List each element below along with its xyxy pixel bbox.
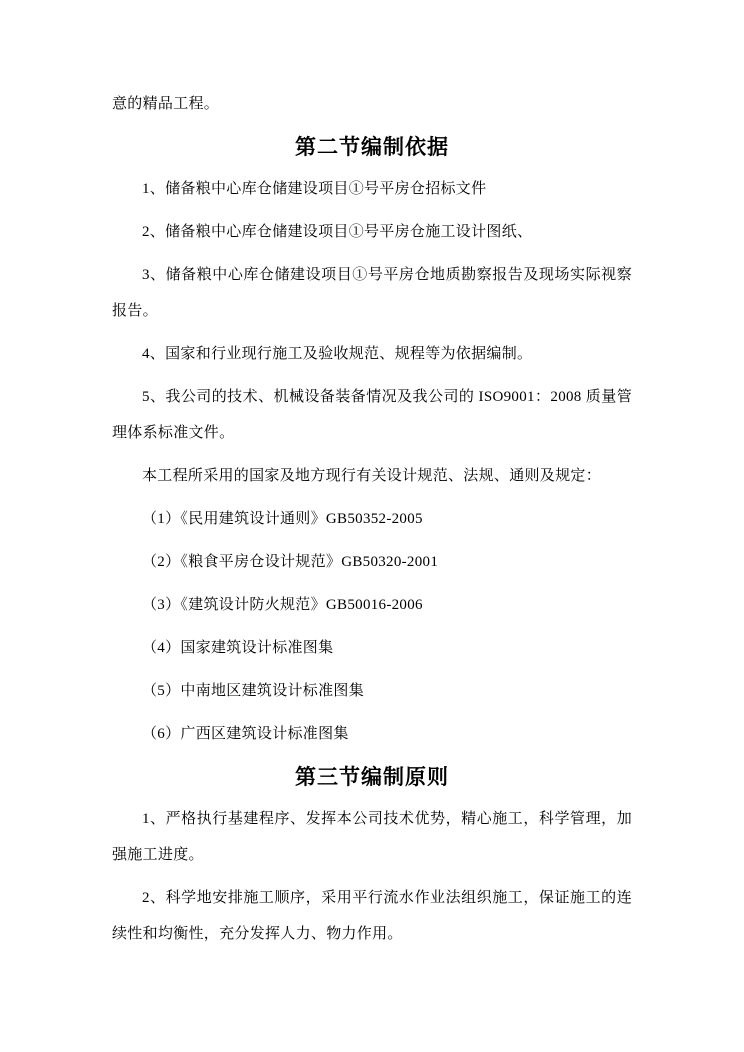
paragraph-basis-item-5: 5、我公司的技术、机械设备装备情况及我公司的 ISO9001：2008 质量管理体系标准文件。: [112, 389, 632, 441]
paragraph-basis-item-1: 1、储备粮中心库仓储建设项目①号平房仓招标文件: [142, 181, 487, 197]
paragraph-standard-1: （1）《民用建筑设计通则》GB50352-2005: [142, 511, 423, 527]
section-heading-basis: 第二节编制依据: [295, 135, 449, 159]
paragraph-standard-5: （5）中南地区建筑设计标准图集: [142, 683, 365, 699]
paragraph-principle-2: 2、科学地安排施工顺序，采用平行流水作业法组织施工，保证施工的连续性和均衡性，充分发挥人力、物力作用。: [112, 890, 632, 942]
paragraph-standard-4: （4）国家建筑设计标准图集: [142, 640, 334, 656]
paragraph-basis-item-3: 3、储备粮中心库仓储建设项目①号平房仓地质勘察报告及现场实际视察报告。: [112, 267, 632, 319]
paragraph-standards-intro: 本工程所采用的国家及地方现行有关设计规范、法规、通则及规定：: [142, 468, 602, 484]
paragraph-standard-3: （3）《建筑设计防火规范》GB50016-2006: [142, 597, 423, 613]
paragraph-continuation: 意的精品工程。: [112, 96, 220, 112]
paragraph-standard-2: （2）《粮食平房仓设计规范》GB50320-2001: [142, 554, 439, 570]
paragraph-basis-item-4: 4、国家和行业现行施工及验收规范、规程等为依据编制。: [142, 346, 533, 362]
paragraph-basis-item-2: 2、储备粮中心库仓储建设项目①号平房仓施工设计图纸、: [142, 224, 533, 240]
section-heading-principles: 第三节编制原则: [295, 765, 449, 789]
paragraph-standard-6: （6）广西区建筑设计标准图集: [142, 726, 349, 742]
paragraph-principle-1: 1、严格执行基建程序、发挥本公司技术优势，精心施工，科学管理，加强施工进度。: [112, 811, 632, 863]
